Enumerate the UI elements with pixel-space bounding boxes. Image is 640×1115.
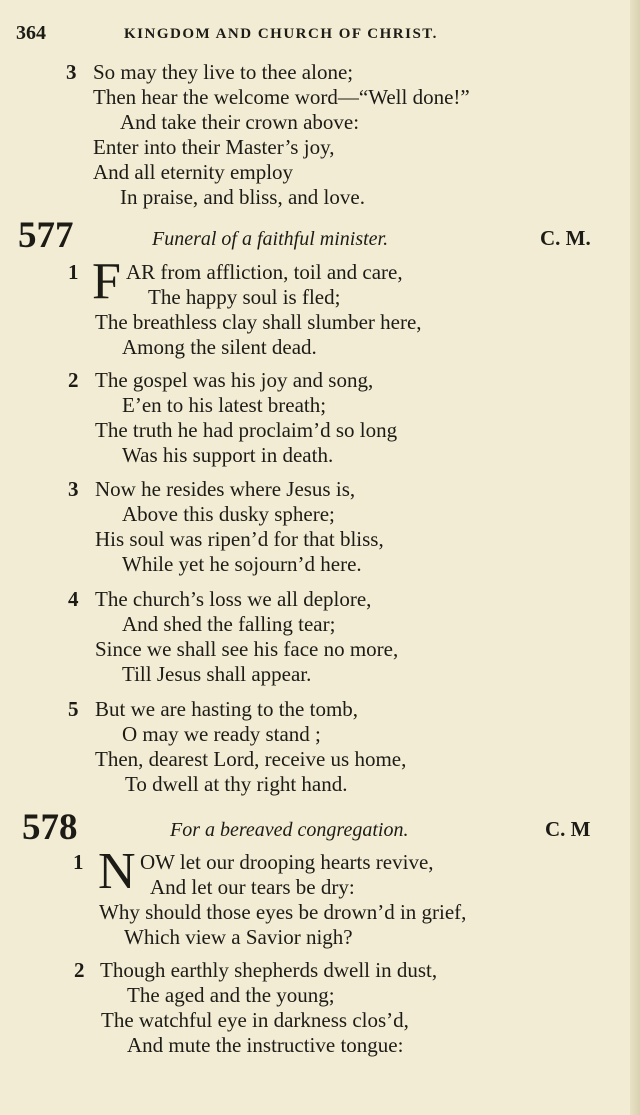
drop-cap: F [92,253,121,310]
verse-number: 4 [68,587,79,611]
hymn-title: Funeral of a faithful minister. [152,228,389,250]
running-head: KINGDOM AND CHURCH OF CHRIST. [124,26,438,42]
hymn-title: For a bereaved congregation. [170,819,409,841]
verse-line: O may we ready stand ; [122,722,321,746]
verse-line: To dwell at thy right hand. [125,772,348,796]
verse-line: The truth he had proclaim’d so long [95,418,398,442]
verse-line: Why should those eyes be drown’d in grief, [99,900,467,924]
verse-line: The watchful eye in darkness clos’d, [101,1008,409,1032]
verse-line: While yet he sojourn’d here. [122,552,362,576]
verse-line: OW let our drooping hearts revive, [140,850,434,874]
drop-cap: N [98,843,136,900]
verse-line: His soul was ripen’d for that bliss, [95,527,384,551]
verse-line: And take their crown above: [120,110,360,134]
verse-line: And shed the falling tear; [122,612,336,636]
page-header [16,22,510,48]
hymn-meter: C. M. [540,226,591,250]
verse-number: 2 [74,958,85,982]
verse-line: And mute the instructive tongue: [127,1033,404,1057]
verse-line: So may they live to thee alone; [93,60,354,84]
verse-number: 1 [73,850,84,874]
verse-line: Above this dusky sphere; [122,502,335,526]
verse-number: 3 [66,60,77,84]
verse-line: Though earthly shepherds dwell in dust, [100,958,438,982]
hymn-number: 577 [18,215,74,256]
verse-line: The breathless clay shall slumber here, [95,310,422,334]
verse-line: Enter into their Master’s joy, [93,135,335,159]
page-number: 364 [16,22,46,44]
verse-line: And all eternity employ [93,160,294,184]
verse-line: But we are hasting to the tomb, [95,697,359,721]
verse-number: 5 [68,697,79,721]
verse-line: The gospel was his joy and song, [95,368,374,392]
verse-number: 2 [68,368,79,392]
verse-line: E’en to his latest breath; [122,393,327,417]
verse-line: Among the silent dead. [122,335,317,359]
verse-line: Was his support in death. [122,443,334,467]
page-edge [630,0,640,1115]
verse-line: The church’s loss we all deplore, [95,587,372,611]
verse-number: 1 [68,260,79,284]
verse-line: Then, dearest Lord, receive us home, [95,747,407,771]
verse-line: Till Jesus shall appear. [122,662,312,686]
verse-line: In praise, and bliss, and love. [120,185,365,209]
verse-line: Which view a Savior nigh? [124,925,353,949]
verse-line: Now he resides where Jesus is, [95,477,356,501]
hymn-number: 578 [22,807,78,848]
hymn-meter: C. M [545,817,591,841]
verse-line: Since we shall see his face no more, [95,637,399,661]
verse-line: The aged and the young; [127,983,335,1007]
verse-line: Then hear the welcome word—“Well done!” [93,85,470,109]
verse-number: 3 [68,477,79,501]
verse-line: And let our tears be dry: [150,875,355,899]
verse-line: AR from affliction, toil and care, [126,260,403,284]
verse-line: The happy soul is fled; [148,285,341,309]
